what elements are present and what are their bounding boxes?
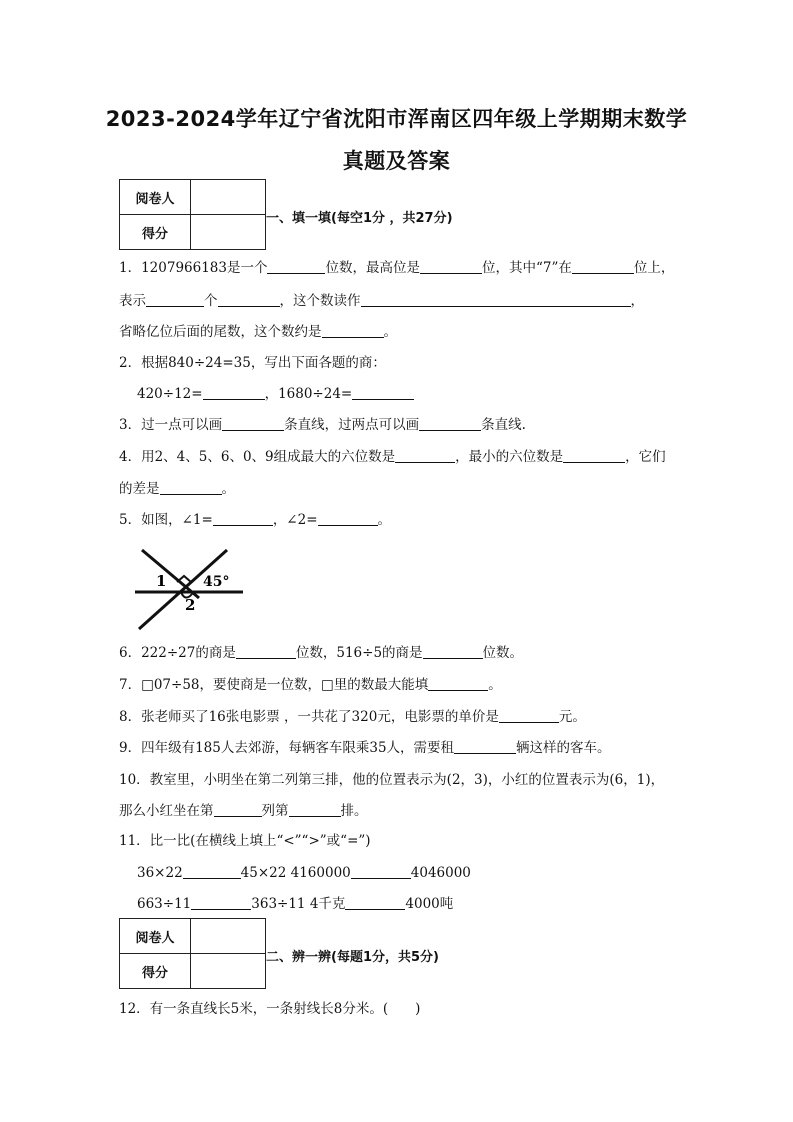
reviewer-cell: [191, 180, 266, 215]
answer-blank[interactable]: [428, 675, 488, 691]
question-1-line-2: 表示 个 ，这个数读作 ，: [119, 293, 644, 309]
answer-blank[interactable]: [183, 863, 241, 879]
answer-blank[interactable]: [222, 415, 284, 431]
question-11-row-2: 663÷11 363÷11 4千克 4000吨: [137, 896, 454, 912]
answer-blank[interactable]: [454, 738, 516, 754]
answer-blank[interactable]: [351, 863, 411, 879]
reviewer-cell: [191, 919, 266, 954]
document-title-line2: 真题及答案: [342, 149, 451, 173]
answer-blank[interactable]: [289, 801, 341, 817]
question-5: 5．如图，∠1= ，∠2= 。: [119, 512, 392, 528]
question-4-line-2: 的差是 。: [119, 481, 235, 497]
answer-blank[interactable]: [203, 384, 265, 400]
answer-blank[interactable]: [191, 894, 251, 910]
angle-2-label: 2: [185, 596, 196, 614]
answer-blank[interactable]: [395, 447, 455, 463]
score-table-1: [119, 179, 266, 250]
answer-blank[interactable]: [322, 322, 384, 338]
answer-blank[interactable]: [352, 384, 414, 400]
answer-blank[interactable]: [563, 447, 625, 463]
question-8: 8．张老师买了16张电影票 ，一共花了320元，电影票的单价是 元。: [119, 709, 586, 725]
question-4-line-1: 4．用2、4、5、6、0、9组成最大的六位数是 ，最小的六位数是 ，它们: [119, 449, 666, 465]
answer-blank[interactable]: [213, 510, 273, 526]
question-3: 3．过一点可以画 条直线，过两点可以画 条直线.: [119, 417, 526, 433]
answer-blank[interactable]: [267, 258, 325, 274]
answer-blank[interactable]: [236, 643, 296, 659]
question-11-prompt: 11．比一比(在横线上填上“<”“>”或“=”): [119, 833, 371, 849]
answer-blank[interactable]: [214, 801, 262, 817]
answer-blank[interactable]: [499, 707, 559, 723]
reviewer-label: 阅卷人: [120, 919, 191, 954]
answer-blank[interactable]: [572, 258, 634, 274]
angle-figure: [135, 544, 250, 634]
question-11-row-1: 36×22 45×22 4160000 4046000: [137, 865, 471, 881]
score-table-2: [119, 918, 266, 989]
right-angle-mark: [177, 576, 191, 582]
answer-blank[interactable]: [423, 643, 483, 659]
answer-blank[interactable]: [345, 894, 405, 910]
question-12: 12．有一条直线长5米，一条射线长8分米。( ): [119, 1001, 421, 1017]
reviewer-label: 阅卷人: [120, 180, 191, 215]
question-10-line-2: 那么小红坐在第 列第 排。: [119, 803, 368, 819]
question-10-line-1: 10．教室里，小明坐在第二列第三排，他的位置表示为(2，3)，小红的位置表示为(6，1)，: [119, 772, 665, 788]
score-label: 得分: [120, 215, 191, 250]
question-2-line-1: 2．根据840÷24=35，写出下面各题的商：: [119, 355, 386, 371]
score-cell: [191, 954, 266, 989]
document-title-line1: 2023-2024学年辽宁省沈阳市浑南区四年级上学期期末数学: [105, 107, 688, 131]
angle-45-label: 45°: [203, 574, 230, 590]
score-label: 得分: [120, 954, 191, 989]
question-7: 7．□07÷58，要使商是一位数，□里的数最大能填 。: [119, 677, 502, 693]
answer-blank[interactable]: [420, 258, 482, 274]
answer-blank[interactable]: [218, 291, 280, 307]
section-heading-2: 二、辨一辨(每题1分，共5分): [266, 950, 439, 965]
answer-blank[interactable]: [160, 479, 222, 495]
answer-blank[interactable]: [318, 510, 378, 526]
question-1-line-1: 1．1207966183是一个 位数，最高位是 位，其中“7”在 位上，: [119, 260, 675, 276]
question-1-line-3: 省略亿位后面的尾数，这个数约是 。: [119, 324, 397, 340]
answer-blank[interactable]: [146, 291, 204, 307]
answer-blank[interactable]: [419, 415, 481, 431]
answer-blank[interactable]: [361, 291, 631, 307]
question-2-line-2: 420÷12= ，1680÷24=: [137, 384, 414, 404]
section-heading-1: 一、填一填(每空1分 ，共27分): [266, 211, 453, 226]
angle-1-label: 1: [156, 572, 167, 590]
question-9: 9．四年级有185人去郊游，每辆客车限乘35人，需要租 辆这样的客车。: [119, 740, 611, 756]
question-6: 6．222÷27的商是 位数，516÷5的商是 位数。: [119, 645, 524, 661]
score-cell: [191, 215, 266, 250]
